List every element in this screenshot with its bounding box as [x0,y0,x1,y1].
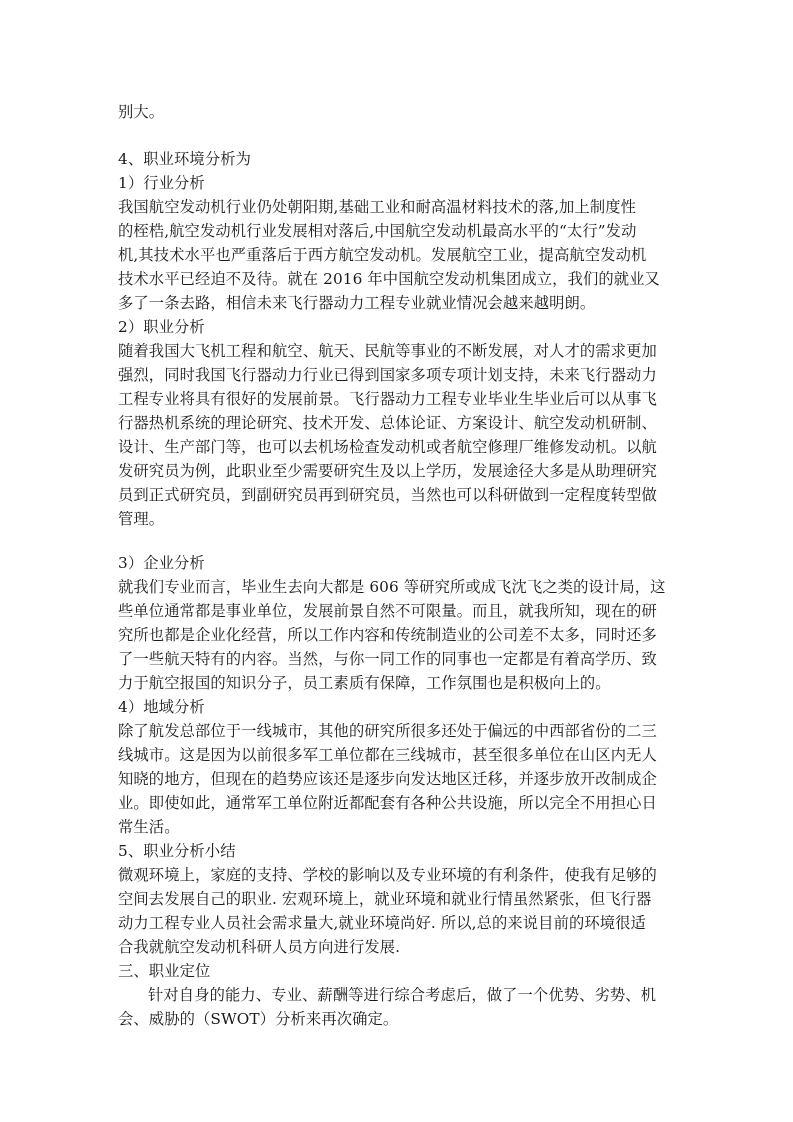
text-line: 会、威胁的（SWOT）分析来再次确定。 [118,1010,399,1028]
text-line: 机,其技术水平也严重落后于西方航空发动机。发展航空工业，提高航空发动机 [118,246,647,264]
text-line: 我国航空发动机行业仍处朝阳期,基础工业和耐高温材料技术的落,加上制度性 [118,198,637,216]
text-line: 工程专业将具有很好的发展前景。飞行器动力工程专业毕业生毕业后可以从事飞 [118,390,657,408]
text-line: 发研究员为例，此职业至少需要研究生及以上学历，发展途径大多是从助理研究 [118,462,657,480]
text-line: 就我们专业而言，毕业生去向大都是 606 等研究所或成飞沈飞之类的设计局，这 [118,578,666,596]
text-line: 管理。 [118,510,165,528]
text-line: 员到正式研究员，到副研究员再到研究员，当然也可以科研做到一定程度转型做 [118,486,657,504]
text-line: 随着我国大飞机工程和航空、航天、民航等事业的不断发展，对人才的需求更加 [118,342,657,360]
text-line: 多了一条去路，相信未来飞行器动力工程专业就业情况会越来越明朗。 [118,294,596,312]
text-line: 微观环境上，家庭的支持、学校的影响以及专业环境的有利条件，使我有足够的 [118,866,657,884]
text-line: 了一些航天特有的内容。当然，与你一同工作的同事也一定都是有着高学历、致 [118,650,657,668]
subsection-heading: 3）企业分析 [118,554,205,572]
subsection-heading: 1）行业分析 [118,174,205,192]
text-line: 强烈，同时我国飞行器动力行业已得到国家多项专项计划支持，未来飞行器动力 [118,366,657,384]
text-line: 些单位通常都是事业单位，发展前景自然不可限量。而且，就我所知，现在的研 [118,602,657,620]
text-line: 究所也都是企业化经营，所以工作内容和传统制造业的公司差不太多，同时还多 [118,626,657,644]
text-line: 业。即使如此，通常军工单位附近都配套有各种公共设施，所以完全不用担心日 [118,794,657,812]
section-heading: 三、职业定位 [118,962,211,980]
text-line: 设计、生产部门等，也可以去机场检查发动机或者航空修理厂维修发动机。以航 [118,438,657,456]
text-line: 合我就航空发动机科研人员方向进行发展. [118,938,401,956]
text-line: 空间去发展自己的职业. 宏观环境上，就业环境和就业行情虽然紧张，但飞行器 [118,890,652,908]
text-line: 别大。 [118,103,165,121]
text-line: 技术水平已经迫不及待。就在 2016 年中国航空发动机集团成立，我们的就业又 [118,270,660,288]
subsection-heading: 4）地域分析 [118,698,205,716]
text-line: 知晓的地方，但现在的趋势应该还是逐步向发达地区迁移，并逐步放开改制成企 [118,770,657,788]
text-line: 力于航空报国的知识分子，员工素质有保障，工作氛围也是积极向上的。 [118,674,611,692]
subsection-heading: 2）职业分析 [118,318,205,336]
text-line: 动力工程专业人员社会需求量大,就业环境尚好. 所以,总的来说目前的环境很适 [118,914,646,932]
text-line: 行器热机系统的理论研究、技术开发、总体论证、方案设计、航空发动机研制、 [118,414,657,432]
text-line: 针对自身的能力、专业、薪酬等进行综合考虑后，做了一个优势、劣势、机 [148,986,657,1004]
text-line: 常生活。 [118,818,180,836]
text-line: 的桎梏,航空发动机行业发展相对落后,中国航空发动机最高水平的“太行”发动 [118,222,637,240]
text-line: 线城市。这是因为以前很多军工单位都在三线城市，甚至很多单位在山区内无人 [118,746,657,764]
section-heading: 5、职业分析小结 [118,842,236,860]
text-line: 除了航发总部位于一线城市，其他的研究所很多还处于偏远的中西部省份的二三 [118,722,657,740]
section-heading: 4、职业环境分析为 [118,150,252,168]
